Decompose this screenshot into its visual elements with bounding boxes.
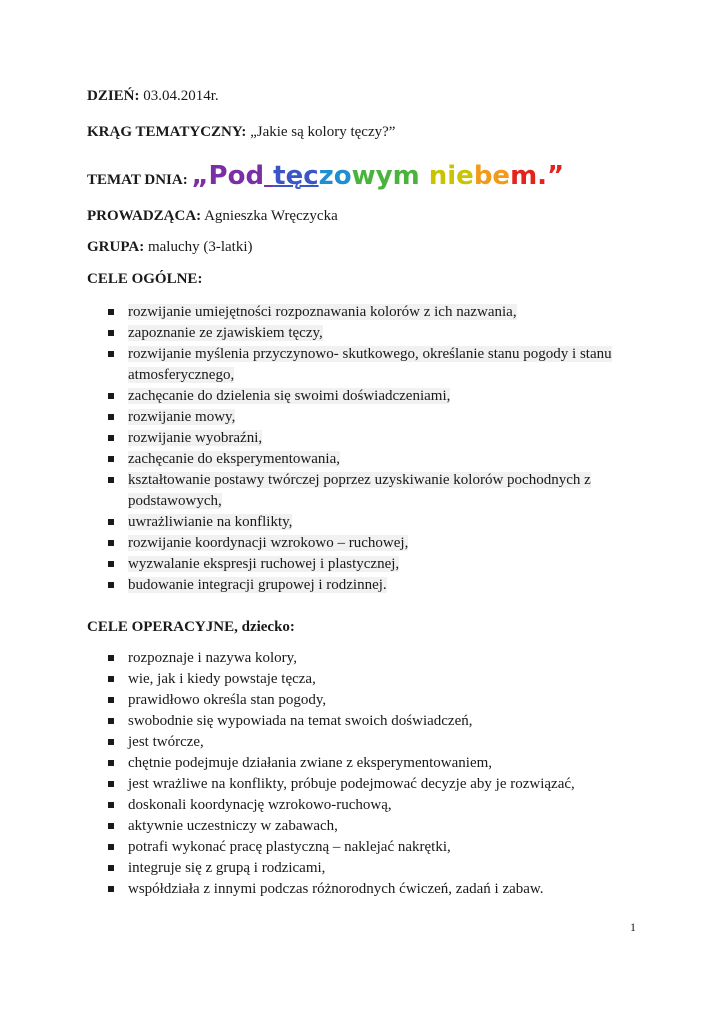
list-item — [108, 512, 648, 533]
list-item-text: kształtowanie postawy twórczej poprzez uzyskiwanie kolorów pochodnych z podstawowych, — [128, 472, 591, 509]
topic-title-segment: zo — [318, 161, 352, 191]
list-item — [108, 879, 648, 900]
bullet-icon — [108, 655, 114, 661]
list-item-text: uwrażliwianie na konflikty, — [128, 514, 293, 530]
list-item-text: potrafi wykonać pracę plastyczną – naklejać nakrętki, — [128, 839, 451, 855]
operational-goals-heading: CELE OPERACYJNE, dziecko: — [87, 619, 295, 635]
list-item — [108, 302, 648, 323]
list-item-text: rozwijanie koordynacji wzrokowo – ruchowej, — [128, 535, 409, 551]
list-item — [108, 575, 648, 596]
topic-title-segment — [264, 161, 273, 191]
list-item — [108, 753, 648, 774]
list-item-text: aktywnie uczestniczy w zabawach, — [128, 818, 338, 834]
bullet-icon — [108, 456, 114, 462]
leader-value: Agnieszka Wręczycka — [201, 208, 338, 224]
list-item — [108, 858, 648, 879]
list-item — [108, 386, 648, 407]
list-item-text: zachęcanie do dzielenia się swoimi doświadczeniami, — [128, 388, 451, 404]
list-item-text: jest twórcze, — [128, 734, 204, 750]
list-item-text: jest wrażliwe na konflikty, próbuje podejmować decyzje aby je rozwiązać, — [128, 776, 575, 792]
bullet-icon — [108, 351, 114, 357]
list-item-text: rozwijanie wyobraźni, — [128, 430, 263, 446]
topic-label: TEMAT DNIA: — [87, 172, 188, 188]
operational-goals-list — [108, 648, 648, 900]
list-item — [108, 669, 648, 690]
list-item — [108, 533, 648, 554]
list-item-text: swobodnie się wypowiada na temat swoich doświadczeń, — [128, 713, 473, 729]
list-item-text: współdziała z innymi podczas różnorodnych ćwiczeń, zadań i zabaw. — [128, 881, 544, 897]
leader-label: PROWADZĄCA: — [87, 208, 202, 224]
bullet-icon — [108, 540, 114, 546]
list-item — [108, 837, 648, 858]
bullet-icon — [108, 519, 114, 525]
bullet-icon — [108, 582, 114, 588]
group-label: GRUPA: — [87, 239, 145, 255]
list-item-text: zachęcanie do eksperymentowania, — [128, 451, 340, 467]
list-item — [108, 816, 648, 837]
bullet-icon — [108, 393, 114, 399]
list-item-text: rozwijanie myślenia przyczynowo- skutkowego, określanie stanu pogody i stanu atmosferycznego, — [128, 346, 612, 383]
bullet-icon — [108, 414, 114, 420]
group-value: maluchy (3-latki) — [144, 239, 253, 255]
bullet-icon — [108, 886, 114, 892]
list-item-text: prawidłowo określa stan pogody, — [128, 692, 327, 708]
topic-title-segment — [420, 161, 429, 191]
leader-line — [87, 206, 338, 226]
list-item-text: integruje się z grupą i rodzicami, — [128, 860, 326, 876]
theme-label: KRĄG TEMATYCZNY: — [87, 124, 247, 140]
day-value: 03.04.2014r. — [139, 88, 219, 104]
day-line — [87, 86, 219, 106]
theme-value: „Jakie są kolory tęczy?” — [246, 124, 396, 140]
bullet-icon — [108, 739, 114, 745]
topic-title-segment: „Pod — [191, 161, 265, 191]
bullet-icon — [108, 823, 114, 829]
list-item — [108, 449, 648, 470]
list-item-text: doskonali koordynację wzrokowo-ruchową, — [128, 797, 392, 813]
list-item — [108, 795, 648, 816]
bullet-icon — [108, 781, 114, 787]
list-item — [108, 554, 648, 575]
bullet-icon — [108, 309, 114, 315]
bullet-icon — [108, 676, 114, 682]
topic-line — [87, 158, 564, 194]
bullet-icon — [108, 718, 114, 724]
list-item-text: budowanie integracji grupowej i rodzinnej. — [128, 577, 387, 593]
general-goals-heading: CELE OGÓLNE: — [87, 271, 203, 287]
list-item — [108, 407, 648, 428]
group-line — [87, 237, 253, 257]
list-item — [108, 732, 648, 753]
theme-line — [87, 122, 395, 142]
bullet-icon — [108, 844, 114, 850]
list-item — [108, 428, 648, 449]
topic-title-segment: wym — [351, 161, 420, 191]
list-item-text: wyzwalanie ekspresji ruchowej i plastycznej, — [128, 556, 400, 572]
topic-title — [191, 161, 564, 191]
list-item — [108, 690, 648, 711]
list-item-text: rozwijanie umiejętności rozpoznawania kolorów z ich nazwania, — [128, 304, 517, 320]
topic-title-segment: be — [473, 161, 511, 191]
bullet-icon — [108, 865, 114, 871]
list-item — [108, 711, 648, 732]
topic-title-segment: tęc — [273, 161, 319, 191]
list-item — [108, 323, 648, 344]
list-item — [108, 648, 648, 669]
list-item — [108, 344, 648, 386]
list-item — [108, 470, 648, 512]
topic-title-segment: nie — [428, 161, 474, 191]
list-item-text: chętnie podejmuje działania zwiane z eksperymentowaniem, — [128, 755, 493, 771]
topic-title-segment: m.” — [510, 161, 565, 191]
list-item-text: wie, jak i kiedy powstaje tęcza, — [128, 671, 316, 687]
list-item-text: zapoznanie ze zjawiskiem tęczy, — [128, 325, 323, 341]
bullet-icon — [108, 802, 114, 808]
page-number: 1 — [630, 920, 636, 934]
bullet-icon — [108, 330, 114, 336]
general-goals-list — [108, 302, 648, 596]
day-label: DZIEŃ: — [87, 88, 140, 104]
bullet-icon — [108, 760, 114, 766]
bullet-icon — [108, 477, 114, 483]
list-item — [108, 774, 648, 795]
list-item-text: rozpoznaje i nazywa kolory, — [128, 650, 297, 666]
bullet-icon — [108, 561, 114, 567]
bullet-icon — [108, 697, 114, 703]
bullet-icon — [108, 435, 114, 441]
list-item-text: rozwijanie mowy, — [128, 409, 236, 425]
